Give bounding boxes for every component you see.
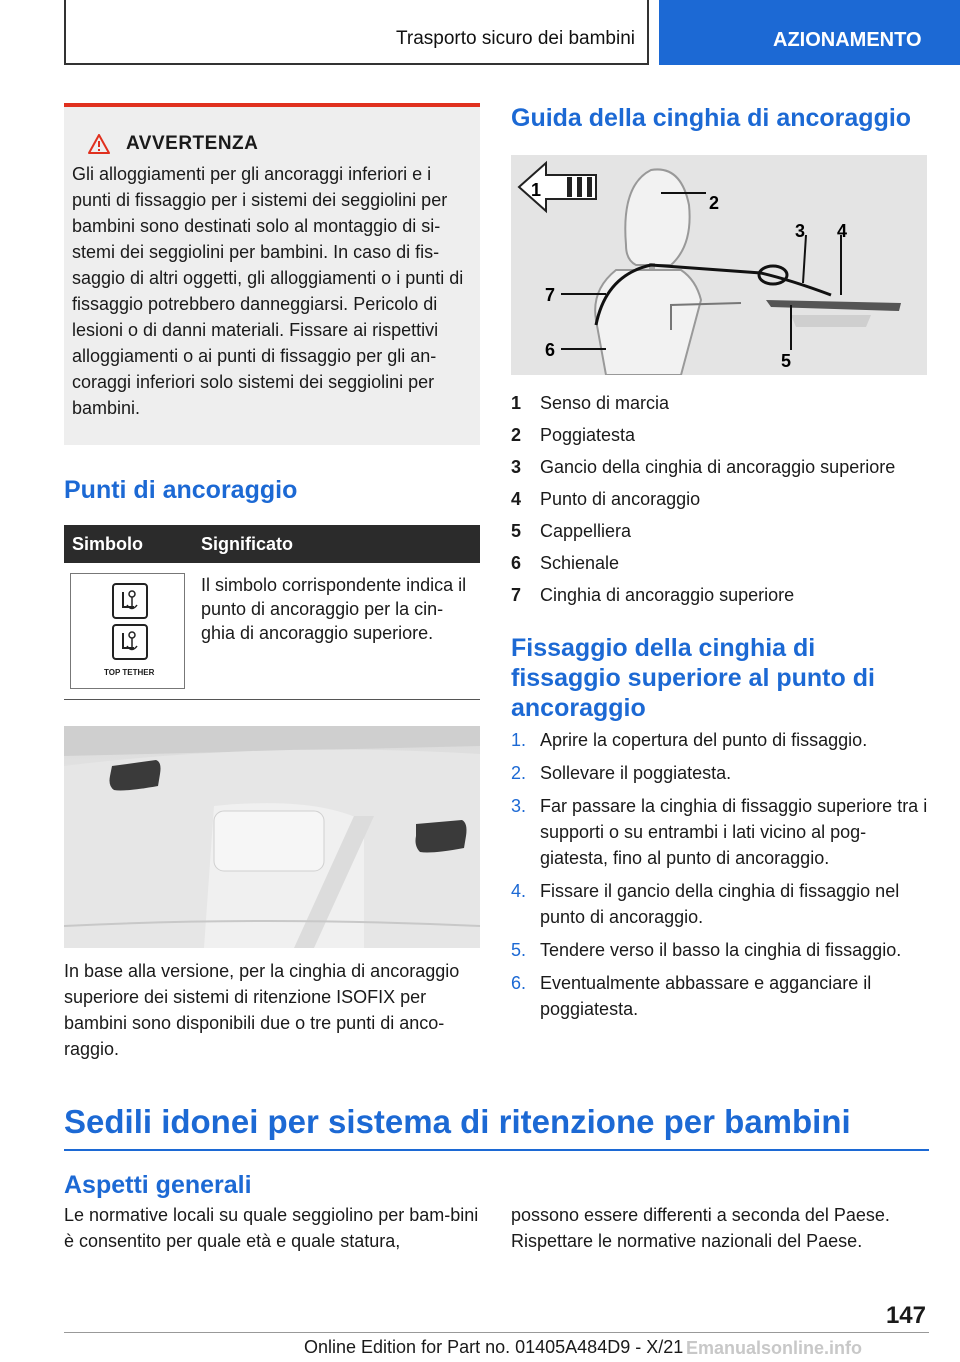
header-box (64, 0, 649, 65)
list-item: 1. Aprire la copertura del punto di fissaggio. (511, 730, 868, 750)
top-tether-label: TOP TETHER (104, 668, 155, 677)
warning-triangle-icon (88, 134, 110, 154)
list-item: 4 Punto di ancoraggio (511, 489, 701, 509)
list-item: 5. Tendere verso il basso la cinghia di fissaggio. (511, 940, 902, 960)
warning-title: AVVERTENZA (126, 133, 259, 154)
col-symbol-header: Simbolo (64, 525, 193, 563)
list-item: 4. Fissare il gancio della cinghia di fissaggio nel punto di ancoraggio. (511, 881, 900, 927)
general-aspects-heading: Aspetti generali (64, 1171, 252, 1199)
photo-caption: In base alla versione, per la cinghia di ancoraggio superiore dei sistemi di ritenzione ISOFIX per bambini sono disponibili due o tre punti di anco-raggio. (64, 961, 460, 1059)
diagram-label-3: 3 (795, 221, 806, 241)
symbol-box (70, 573, 185, 689)
list-item: 3 Gancio della cinghia di ancoraggio superiore (511, 457, 896, 477)
diagram-label-7: 7 (545, 285, 556, 305)
list-item: 1 Senso di marcia (511, 393, 670, 413)
watermark: Emanualsonline.info (686, 1338, 863, 1358)
seats-text-right: possono essere differenti a seconda del Paese. Rispettare le normative nazionali del Paese. (511, 1205, 890, 1251)
seats-heading: Sedili idonei per sistema di ritenzione per bambini (64, 1103, 929, 1151)
guide-heading: Guida della cinghia di ancoraggio (511, 104, 912, 132)
symbol-table (64, 525, 480, 689)
list-item: 6. Eventualmente abbassare e agganciare il poggiatesta. (511, 973, 872, 1019)
rear-seat-photo (64, 726, 480, 948)
col-meaning-header: Significato (193, 525, 480, 563)
list-item: 5 Cappelliera (511, 521, 632, 541)
list-item: 6 Schienale (511, 553, 620, 573)
seats-text-left: Le normative locali su quale seggiolino per bam-bini è consentito per quale età e quale statura, (64, 1205, 479, 1251)
footer-edition: Online Edition for Part no. 01405A484D9 - X/21 (304, 1337, 684, 1357)
chapter-tab[interactable]: AZIONAMENTO (659, 0, 960, 65)
right-column (511, 103, 929, 1029)
top-tether-anchor-icon (112, 624, 148, 660)
section-title: Trasporto sicuro dei bambini (395, 28, 635, 49)
warning-text: Gli alloggiamenti per gli ancoraggi inferiori e i punti di fissaggio per i sistemi dei seggiolini per bambini sono destinati solo al montaggio di si-stemi dei seggiolini per bambini. In caso di fis-saggio di altri oggetti, gli alloggiamenti o i punti di fissaggio potrebbero danneggiarsi. Pericolo di lesioni o di danni materiali. Fissare ai rispettivi alloggiamenti o ai punti di fissaggio per gli an-coraggi inferiori solo sistemi dei seggiolini per bambini. (72, 164, 464, 418)
rear-seat-illustration (64, 726, 480, 948)
table-divider (64, 699, 480, 700)
tether-diagram-drawing (511, 155, 927, 375)
warning-box (64, 103, 480, 445)
left-column (64, 103, 480, 1062)
list-item: 7 Cinghia di ancoraggio superiore (511, 585, 795, 605)
list-item: 2 Poggiatesta (511, 425, 636, 445)
anchor-points-heading: Punti di ancoraggio (64, 476, 298, 504)
list-item: 2. Sollevare il poggiatesta. (511, 763, 732, 783)
diagram-label-6: 6 (545, 340, 556, 360)
legend-list (511, 387, 929, 611)
list-item: 3. Far passare la cinghia di fissaggio superiore tra i supporti o su entrambi i lati vicino al pog-giatesta, fino al punto di ancoraggio. (511, 796, 928, 868)
diagram-label-5: 5 (781, 351, 792, 371)
warning-header (88, 133, 472, 155)
tether-diagram (511, 155, 927, 375)
steps-list (511, 727, 929, 1022)
top-tether-anchor-icon (112, 583, 148, 619)
meaning-cell: Il simbolo corrispondente indica il punto di ancoraggio per la cin-ghia di ancoraggio superiore. (201, 575, 467, 643)
diagram-label-1: 1 (531, 180, 542, 200)
footer-divider (64, 1332, 929, 1333)
fastening-heading: Fissaggio della cinghia di fissaggio superiore al punto di ancoraggio (511, 634, 875, 722)
page-number: 147 (885, 1302, 926, 1329)
diagram-label-4: 4 (837, 221, 848, 241)
table-row (64, 563, 480, 689)
diagram-label-2: 2 (709, 193, 720, 213)
